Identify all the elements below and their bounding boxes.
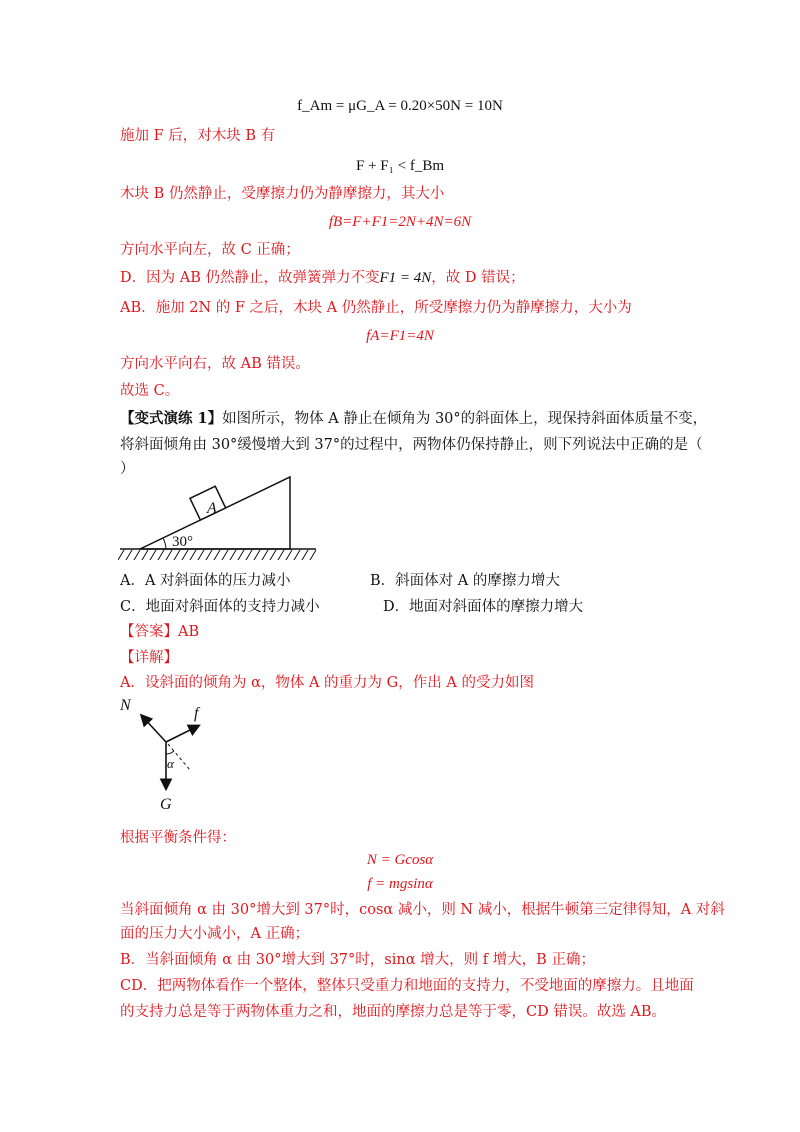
question-tag: 【变式演练 1】 xyxy=(120,410,223,427)
question-line-2: 将斜面倾角由 30°缓慢增大到 37°的过程中，两物体仍保持静止，则下列说法中正确的是（ xyxy=(120,437,703,453)
normal-force-arrow xyxy=(142,716,166,742)
option-d: D．地面对斜面体的摩擦力增大 xyxy=(383,599,584,615)
option-b: B．斜面体对 A 的摩擦力增大 xyxy=(370,573,560,589)
equation-friction-b: fB=F+F1=2N+4N=6N xyxy=(328,214,472,230)
friction-force-arrow xyxy=(166,726,198,742)
block-a-label: A xyxy=(207,500,217,517)
g-label: G xyxy=(160,796,172,813)
text-line-d: D．因为 AB 仍然静止，故弹簧弹力不变F1 = 4N，故 D 错误； xyxy=(120,270,525,286)
explain-line-a: A．设斜面的倾角为 α，物体 A 的重力为 G，作出 A 的受力如图 xyxy=(120,675,534,691)
explain-line: CD．把两物体看作一个整体，整体只受重力和地面的支持力，不受地面的摩擦力。且地面 xyxy=(120,978,694,994)
text-line: 施加 F 后，对木块 B 有 xyxy=(120,128,276,144)
explain-line: 面的压力大小减小，A 正确； xyxy=(120,926,310,942)
explain-line: B．当斜面倾角 α 由 30°增大到 37°时，sinα 增大，则 f 增大，B 正确； xyxy=(120,952,595,968)
explain-line: 当斜面倾角 α 由 30°增大到 37°时，cosα 减小，则 N 减小，根据牛顿第三定律得知，A 对斜 xyxy=(120,902,725,918)
question-line-1: 【变式演练 1】如图所示，物体 A 静止在倾角为 30°的斜面体上，现保持斜面体质量不变， xyxy=(120,410,708,427)
text-line: AB．施加 2N 的 F 之后，木块 A 仍然静止，所受摩擦力仍为静摩擦力，大小为 xyxy=(120,300,632,316)
force-diagram xyxy=(112,692,222,814)
equation-inequality: F + F₁ < f_Bm xyxy=(355,158,444,174)
text-line: 故选 C。 xyxy=(120,383,180,399)
equation-max-friction-a: f_Am = μG_A = 0.20×50N = 10N xyxy=(297,98,503,114)
question-line-3: ） xyxy=(120,461,135,477)
explain-line: 的支持力总是等于两物体重力之和，地面的摩擦力总是等于零，CD 错误。故选 AB。 xyxy=(120,1004,667,1020)
alpha-label: α xyxy=(167,756,174,771)
option-c: C．地面对斜面体的支持力减小 xyxy=(120,599,320,615)
equation-friction-a: fA=F1=4N xyxy=(366,328,434,344)
answer-line: 【答案】AB xyxy=(120,624,200,640)
angle-label: 30° xyxy=(172,534,193,550)
equation-normal: N = Gcosα xyxy=(366,852,434,868)
option-a: A．A 对斜面体的压力减小 xyxy=(120,573,291,589)
equation-friction: f = mgsinα xyxy=(367,876,433,892)
text-line: 方向水平向左，故 C 正确； xyxy=(120,242,300,258)
explain-line: 根据平衡条件得： xyxy=(120,830,236,846)
text-line: 方向水平向右，故 AB 错误。 xyxy=(120,356,310,372)
spring-force-equation: F1 = 4N xyxy=(379,270,432,286)
f-label: f xyxy=(194,705,199,722)
n-label: N xyxy=(120,697,131,714)
incline-figure xyxy=(118,472,318,564)
text-line: 木块 B 仍然静止，受摩擦力仍为静摩擦力，其大小 xyxy=(120,186,445,202)
detail-heading: 【详解】 xyxy=(120,650,178,666)
